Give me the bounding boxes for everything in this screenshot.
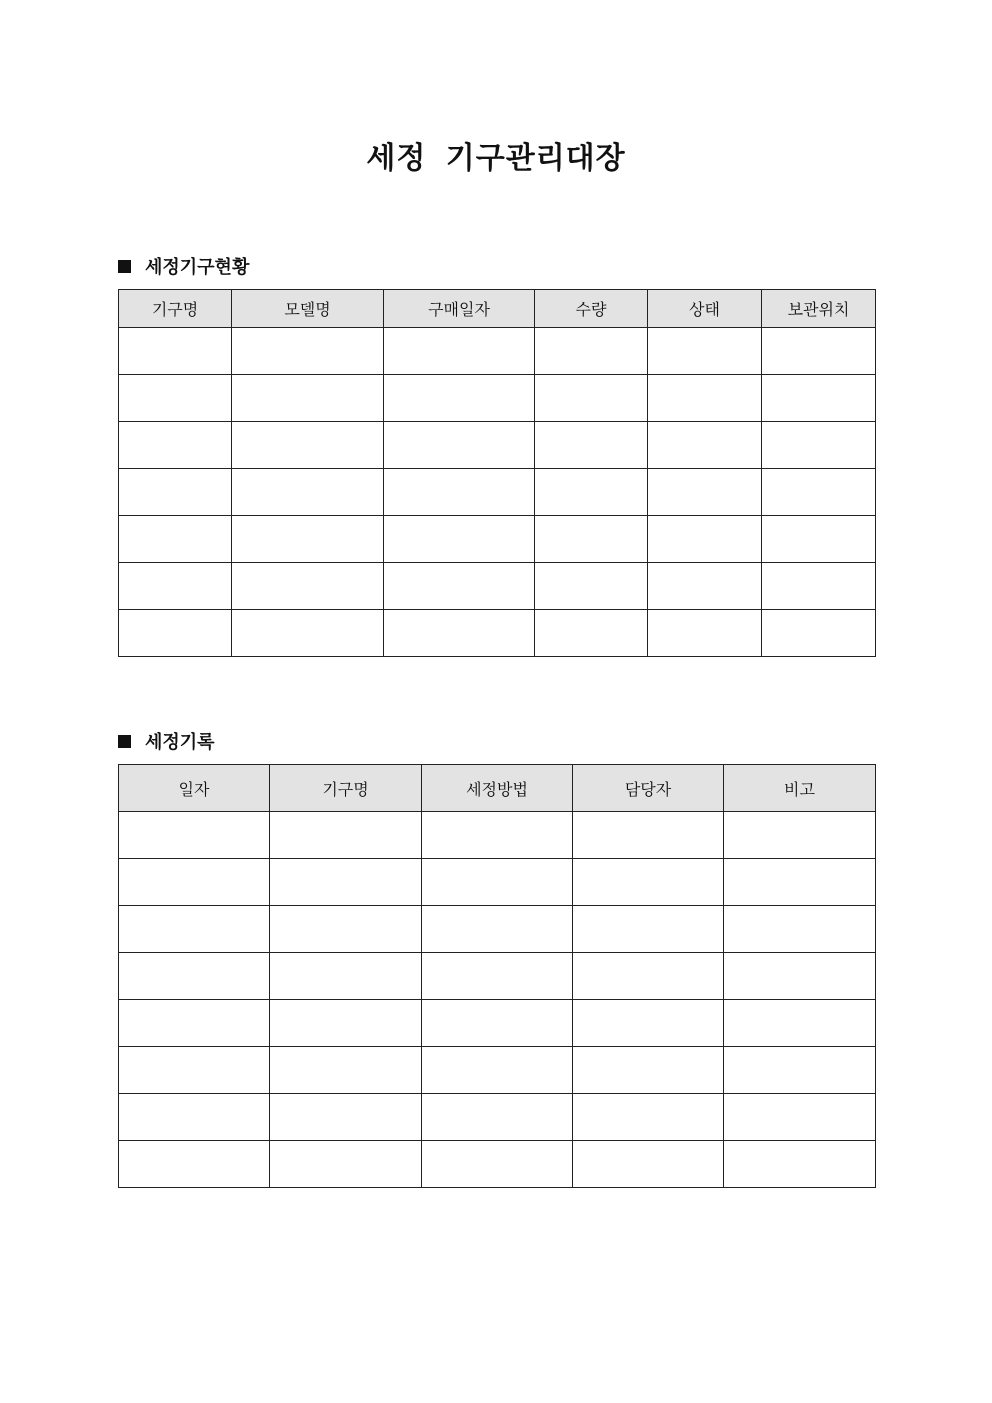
table-cell[interactable] [573,953,724,1000]
table-cell[interactable] [119,1047,270,1094]
table-cell[interactable] [270,1141,422,1188]
table-row [119,422,876,469]
table-cell[interactable] [573,859,724,906]
table-cell[interactable] [119,516,232,563]
table-header-row [119,290,876,328]
column-header: 모델명 [232,290,384,328]
table-row [119,953,876,1000]
table-cell[interactable] [119,859,270,906]
table-row [119,1047,876,1094]
table-cell[interactable] [270,1000,422,1047]
table-cell[interactable] [232,516,384,563]
table-row [119,516,876,563]
table-row [119,812,876,859]
table-row [119,610,876,657]
table-cell[interactable] [762,422,876,469]
table-cell[interactable] [535,610,648,657]
equipment-status-heading [118,253,249,279]
table-cell[interactable] [270,859,422,906]
column-header: 상태 [648,290,762,328]
table-cell[interactable] [384,610,535,657]
table-cell[interactable] [119,1000,270,1047]
column-header: 기구명 [119,290,232,328]
table-cell[interactable] [232,610,384,657]
table-cell[interactable] [573,906,724,953]
table-cell[interactable] [270,906,422,953]
column-header: 세정방법 [422,765,573,812]
table-cell[interactable] [119,422,232,469]
table-cell[interactable] [535,422,648,469]
table-cell[interactable] [724,859,876,906]
table-cell[interactable] [384,422,535,469]
column-header: 비고 [724,765,876,812]
table-cell[interactable] [724,1000,876,1047]
table-cell[interactable] [119,469,232,516]
table-cell[interactable] [232,422,384,469]
table-cell[interactable] [119,812,270,859]
equipment-status-table [118,289,876,657]
table-cell[interactable] [648,375,762,422]
equipment-status-heading-label: 세정기구현황 [145,257,250,278]
table-cell[interactable] [573,1141,724,1188]
square-bullet-icon [118,735,131,748]
table-cell[interactable] [648,469,762,516]
table-cell[interactable] [119,563,232,610]
table-cell[interactable] [724,1141,876,1188]
table-cell[interactable] [119,610,232,657]
table-cell[interactable] [724,953,876,1000]
table-cell[interactable] [119,328,232,375]
table-cell[interactable] [422,812,573,859]
table-cell[interactable] [384,328,535,375]
table-cell[interactable] [573,812,724,859]
table-cell[interactable] [270,812,422,859]
table-row [119,375,876,422]
table-cell[interactable] [648,563,762,610]
table-cell[interactable] [762,610,876,657]
table-cell[interactable] [384,375,535,422]
table-cell[interactable] [270,953,422,1000]
table-cell[interactable] [232,375,384,422]
table-cell[interactable] [119,906,270,953]
table-row [119,859,876,906]
table-cell[interactable] [270,1047,422,1094]
column-header: 구매일자 [384,290,535,328]
table-cell[interactable] [762,375,876,422]
table-cell[interactable] [384,563,535,610]
table-row [119,906,876,953]
table-cell[interactable] [119,1141,270,1188]
table-cell[interactable] [762,328,876,375]
table-cell[interactable] [119,1094,270,1141]
cleaning-records-heading [118,728,215,754]
table-cell[interactable] [232,469,384,516]
table-cell[interactable] [724,812,876,859]
table-header-row [119,765,876,812]
table-cell[interactable] [535,469,648,516]
table-cell[interactable] [422,1141,573,1188]
table-row [119,1094,876,1141]
table-cell[interactable] [648,516,762,563]
table-cell[interactable] [422,859,573,906]
table-row [119,1141,876,1188]
table-cell[interactable] [422,1047,573,1094]
table-row [119,328,876,375]
table-cell[interactable] [724,1047,876,1094]
table-cell[interactable] [762,469,876,516]
table-cell[interactable] [535,328,648,375]
table-row [119,469,876,516]
table-cell[interactable] [384,516,535,563]
column-header: 수량 [535,290,648,328]
table-cell[interactable] [232,563,384,610]
table-cell[interactable] [119,953,270,1000]
table-cell[interactable] [573,1047,724,1094]
table-cell[interactable] [573,1000,724,1047]
table-cell[interactable] [724,1094,876,1141]
table-cell[interactable] [384,469,535,516]
table-cell[interactable] [724,906,876,953]
table-cell[interactable] [422,906,573,953]
table-row [119,563,876,610]
table-cell[interactable] [422,1094,573,1141]
column-header: 담당자 [573,765,724,812]
cleaning-records-table [118,764,876,1188]
cleaning-records-heading-label: 세정기록 [145,732,215,753]
table-cell[interactable] [232,328,384,375]
page-title: 세정 기구관리대장 [366,141,626,176]
column-header: 보관위치 [762,290,876,328]
table-cell[interactable] [422,953,573,1000]
column-header: 일자 [119,765,270,812]
table-row [119,1000,876,1047]
table-cell[interactable] [535,563,648,610]
table-cell[interactable] [422,1000,573,1047]
table-cell[interactable] [648,328,762,375]
table-cell[interactable] [535,375,648,422]
table-cell[interactable] [119,375,232,422]
table-cell[interactable] [762,516,876,563]
square-bullet-icon [118,260,131,273]
table-cell[interactable] [270,1094,422,1141]
table-cell[interactable] [762,563,876,610]
table-cell[interactable] [648,610,762,657]
column-header: 기구명 [270,765,422,812]
table-cell[interactable] [535,516,648,563]
table-cell[interactable] [648,422,762,469]
table-cell[interactable] [573,1094,724,1141]
